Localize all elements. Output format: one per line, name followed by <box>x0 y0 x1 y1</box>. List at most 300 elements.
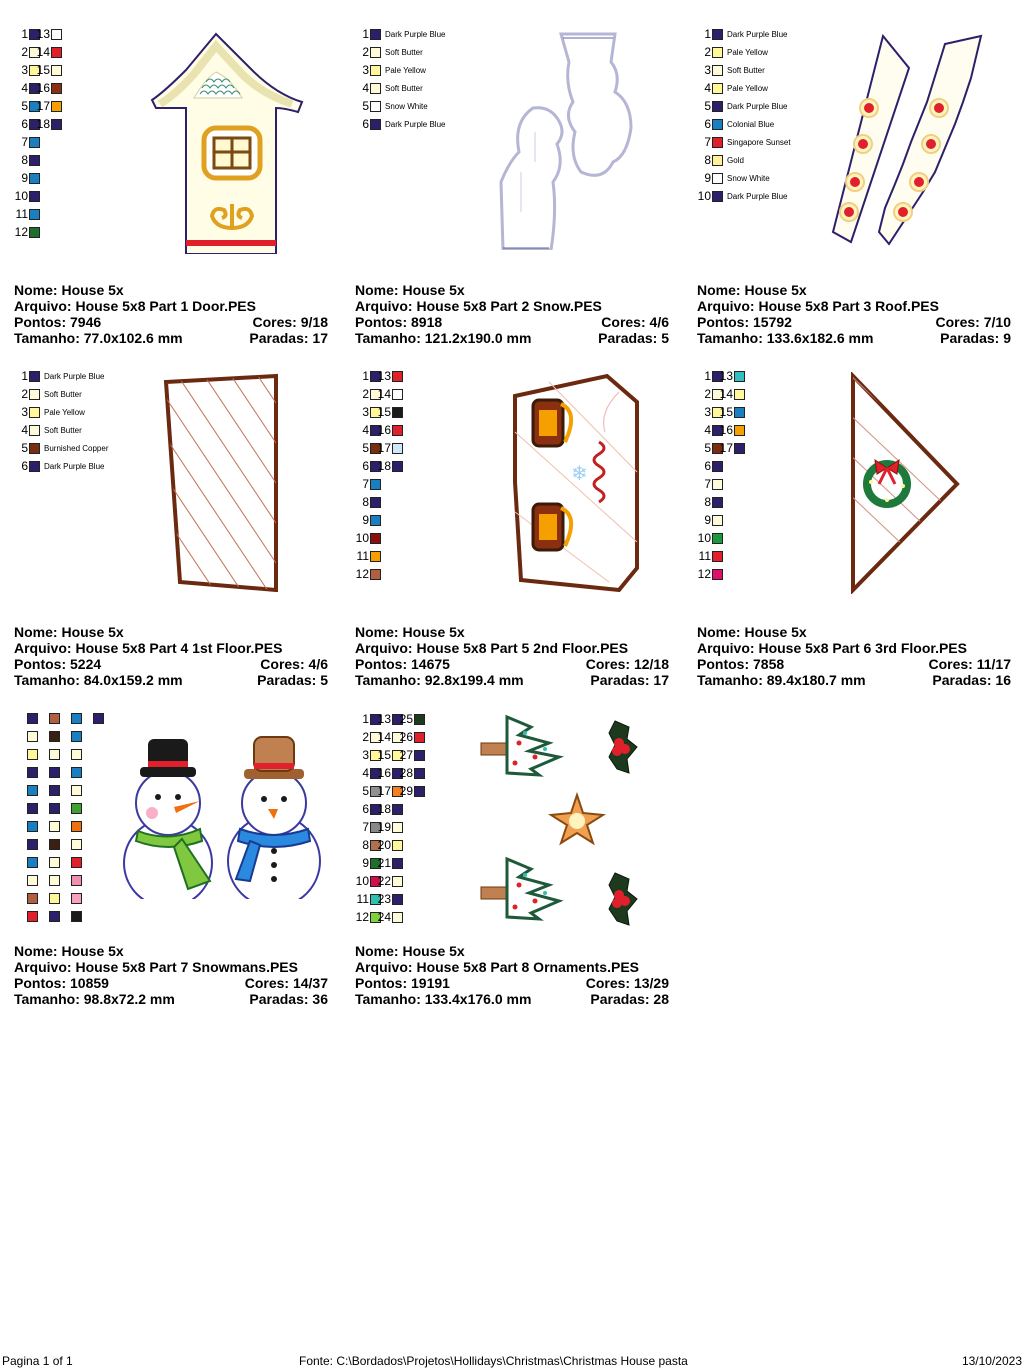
design-card-2 <box>355 26 675 356</box>
swatch-number: 16 <box>719 423 733 437</box>
color-swatch-item <box>697 62 765 78</box>
color-swatch-item <box>697 476 723 492</box>
swatch-number: 25 <box>399 712 413 726</box>
color-swatch-item <box>355 476 381 492</box>
stitches-label: Pontos: <box>355 975 408 991</box>
thread-name: Soft Butter <box>727 65 765 75</box>
color-swatch <box>29 191 40 202</box>
color-swatch-item <box>697 512 723 528</box>
design-name: House 5x <box>402 943 465 959</box>
swatch-number: 6 <box>21 117 28 131</box>
color-swatch <box>49 839 60 850</box>
color-swatch <box>71 731 82 742</box>
thread-name: Soft Butter <box>385 47 423 57</box>
color-swatch <box>414 768 425 779</box>
color-swatch-item <box>355 98 428 114</box>
design-name: House 5x <box>61 624 124 640</box>
color-swatch <box>71 767 82 778</box>
color-swatch <box>712 569 723 580</box>
design-info <box>355 282 669 346</box>
swatch-number: 3 <box>21 63 28 77</box>
stop-count: 17 <box>312 330 328 346</box>
page-number: Pagina 1 of 1 <box>2 1354 73 1368</box>
color-swatch-item <box>697 170 770 186</box>
colors-label: Cores: <box>252 314 297 330</box>
svg-text:❄: ❄ <box>571 461 588 485</box>
swatch-number: 2 <box>362 387 369 401</box>
swatch-number: 1 <box>21 369 28 383</box>
color-swatch <box>27 803 38 814</box>
color-swatch <box>734 443 745 454</box>
color-swatch-item <box>719 404 745 420</box>
design-info <box>355 943 669 1007</box>
stop-count: 36 <box>312 991 328 1007</box>
color-swatch <box>49 803 60 814</box>
color-swatch <box>392 840 403 851</box>
color-swatch-item <box>377 891 403 907</box>
swatch-number: 26 <box>399 730 413 744</box>
stops-label: Paradas: <box>590 991 650 1007</box>
color-swatch <box>71 749 82 760</box>
size-label: Tamanho: <box>355 991 421 1007</box>
swatch-number: 6 <box>362 802 369 816</box>
design-card-5 <box>355 368 675 698</box>
color-swatch <box>71 839 82 850</box>
swatch-number: 7 <box>704 477 711 491</box>
file-label: Arquivo: <box>355 959 413 975</box>
swatch-number: 8 <box>21 153 28 167</box>
swatch-number: 6 <box>362 459 369 473</box>
color-swatch <box>370 47 381 58</box>
color-swatch <box>27 821 38 832</box>
swatch-number: 4 <box>21 423 28 437</box>
swatch-number: 10 <box>355 874 369 888</box>
stitches-label: Pontos: <box>14 656 67 672</box>
color-swatch <box>392 425 403 436</box>
swatch-number: 13 <box>719 369 733 383</box>
swatch-number: 7 <box>21 135 28 149</box>
swatch-number: 3 <box>362 63 369 77</box>
thread-name: Soft Butter <box>44 389 82 399</box>
design-card-3 <box>697 26 1017 356</box>
color-count: 14/37 <box>292 975 328 991</box>
color-swatch <box>29 209 40 220</box>
color-swatch-item <box>355 80 423 96</box>
color-count: 9/18 <box>300 314 328 330</box>
color-swatch-item <box>355 512 381 528</box>
color-swatch <box>27 749 38 760</box>
stitch-count: 8918 <box>411 314 443 330</box>
color-swatch <box>49 821 60 832</box>
color-swatch <box>712 191 723 202</box>
stitch-count: 7858 <box>753 656 785 672</box>
swatch-number: 9 <box>704 513 711 527</box>
color-swatch <box>392 822 403 833</box>
color-swatch <box>392 461 403 472</box>
swatch-number: 8 <box>362 495 369 509</box>
thread-name: Dark Purple Blue <box>727 29 788 39</box>
stitches-label: Pontos: <box>355 656 408 672</box>
swatch-number: 4 <box>362 423 369 437</box>
thread-name: Burnished Copper <box>44 443 109 453</box>
colors-label: Cores: <box>928 656 973 672</box>
file-label: Arquivo: <box>355 298 413 314</box>
thread-name: Dark Purple Blue <box>385 29 446 39</box>
color-swatch-item <box>697 116 774 132</box>
swatch-number: 18 <box>377 802 391 816</box>
design-size: 98.8x72.2 mm <box>83 991 175 1007</box>
stops-label: Paradas: <box>940 330 1000 346</box>
color-swatch <box>27 713 38 724</box>
color-swatch <box>370 515 381 526</box>
thread-name: Singapore Sunset <box>727 137 791 147</box>
swatch-number: 2 <box>21 45 28 59</box>
color-swatch <box>392 407 403 418</box>
file-label: Arquivo: <box>14 959 72 975</box>
thread-name: Dark Purple Blue <box>727 101 788 111</box>
color-swatch <box>49 767 60 778</box>
file-name: House 5x8 Part 7 Snowmans.PES <box>75 959 298 975</box>
snow-design-image <box>491 32 637 250</box>
color-swatch <box>51 83 62 94</box>
swatch-number: 4 <box>704 423 711 437</box>
colors-label: Cores: <box>260 656 305 672</box>
design-name: House 5x <box>744 624 807 640</box>
swatch-number: 1 <box>21 27 28 41</box>
door-design-image <box>142 32 318 254</box>
swatch-number: 1 <box>362 712 369 726</box>
stops-label: Paradas: <box>249 330 309 346</box>
color-swatch-item <box>377 801 403 817</box>
color-swatch-item <box>14 170 40 186</box>
design-size: 133.6x182.6 mm <box>766 330 874 346</box>
color-swatch-item <box>377 855 403 871</box>
design-card-6 <box>697 368 1017 698</box>
swatch-number: 8 <box>362 838 369 852</box>
swatch-number: 19 <box>377 820 391 834</box>
file-name: House 5x8 Part 1 Door.PES <box>75 298 256 314</box>
swatch-number: 6 <box>704 459 711 473</box>
color-swatch <box>414 750 425 761</box>
color-swatch <box>71 893 82 904</box>
color-swatch-item <box>355 44 423 60</box>
swatch-number: 12 <box>355 567 369 581</box>
swatch-number: 7 <box>362 820 369 834</box>
color-swatch <box>27 911 38 922</box>
color-swatch <box>712 29 723 40</box>
color-swatch-item <box>377 386 403 402</box>
stitch-count: 15792 <box>753 314 792 330</box>
color-swatch-item <box>14 206 40 222</box>
swatch-number: 10 <box>355 531 369 545</box>
design-name: House 5x <box>402 282 465 298</box>
swatch-number: 10 <box>14 189 28 203</box>
color-swatch <box>392 804 403 815</box>
color-swatch-item <box>697 26 787 42</box>
stop-count: 28 <box>653 991 669 1007</box>
color-swatch-item <box>697 134 791 150</box>
stops-label: Paradas: <box>249 991 309 1007</box>
color-swatch <box>51 119 62 130</box>
stitch-count: 14675 <box>411 656 450 672</box>
swatch-number: 13 <box>377 369 391 383</box>
swatch-number: 14 <box>377 387 391 401</box>
color-swatch <box>392 876 403 887</box>
color-count: 11/17 <box>976 656 1011 672</box>
stop-count: 16 <box>995 672 1011 688</box>
color-swatch-item <box>36 80 62 96</box>
colors-label: Cores: <box>244 975 290 991</box>
color-swatch-item <box>399 747 425 763</box>
color-swatch-item <box>377 368 403 384</box>
size-label: Tamanho: <box>14 672 80 688</box>
color-swatch-item <box>697 566 723 582</box>
color-swatch-item <box>14 188 40 204</box>
design-name: House 5x <box>744 282 807 298</box>
design-size: 84.0x159.2 mm <box>83 672 183 688</box>
swatch-number: 2 <box>362 730 369 744</box>
color-swatch <box>49 785 60 796</box>
color-swatch-item <box>697 548 723 564</box>
swatch-number: 9 <box>704 171 711 185</box>
color-swatch-item <box>399 729 425 745</box>
swatch-number: 1 <box>704 27 711 41</box>
color-swatch <box>29 227 40 238</box>
color-swatch-item <box>377 909 403 925</box>
swatch-number: 16 <box>377 423 391 437</box>
color-swatch <box>712 497 723 508</box>
swatch-number: 3 <box>704 63 711 77</box>
color-swatch <box>51 47 62 58</box>
color-swatch <box>392 389 403 400</box>
file-name: House 5x8 Part 6 3rd Floor.PES <box>758 640 967 656</box>
color-swatch-item <box>697 152 744 168</box>
color-swatch <box>370 551 381 562</box>
color-swatch <box>370 65 381 76</box>
size-label: Tamanho: <box>355 330 421 346</box>
stop-count: 5 <box>661 330 669 346</box>
color-swatch <box>71 857 82 868</box>
color-swatch-item <box>355 494 381 510</box>
holly-ornament-top <box>609 721 637 773</box>
size-label: Tamanho: <box>355 672 421 688</box>
stitch-count: 10859 <box>70 975 109 991</box>
swatch-number: 4 <box>362 81 369 95</box>
color-swatch <box>414 732 425 743</box>
color-swatch <box>734 371 745 382</box>
name-label: Nome: <box>355 943 399 959</box>
swatch-number: 11 <box>698 549 711 563</box>
colors-label: Cores: <box>935 314 980 330</box>
print-date: 13/10/2023 <box>961 1354 1022 1368</box>
swatch-number: 5 <box>704 99 711 113</box>
swatch-number: 2 <box>704 45 711 59</box>
colors-label: Cores: <box>585 975 631 991</box>
swatch-number: 17 <box>719 441 733 455</box>
color-swatch-item <box>377 873 403 889</box>
color-swatch <box>29 173 40 184</box>
color-swatch <box>27 839 38 850</box>
stop-count: 5 <box>320 672 328 688</box>
color-swatch <box>370 569 381 580</box>
color-swatch-item <box>36 62 62 78</box>
color-swatch-item <box>697 80 768 96</box>
color-swatch <box>370 497 381 508</box>
file-label: Arquivo: <box>697 640 755 656</box>
swatch-number: 8 <box>704 495 711 509</box>
color-swatch <box>712 137 723 148</box>
swatch-number: 2 <box>704 387 711 401</box>
holly-ornament-bottom <box>609 873 637 925</box>
swatch-number: 3 <box>21 405 28 419</box>
stops-label: Paradas: <box>590 672 650 688</box>
color-swatch <box>49 731 60 742</box>
color-swatch <box>370 101 381 112</box>
color-swatch <box>370 533 381 544</box>
design-name: House 5x <box>61 282 124 298</box>
stop-count: 9 <box>1003 330 1011 346</box>
color-swatch <box>370 83 381 94</box>
color-swatch <box>49 749 60 760</box>
stitches-label: Pontos: <box>14 314 67 330</box>
file-label: Arquivo: <box>14 298 72 314</box>
color-swatch <box>27 857 38 868</box>
design-size: 121.2x190.0 mm <box>424 330 532 346</box>
name-label: Nome: <box>14 624 58 640</box>
thread-name: Pale Yellow <box>385 65 426 75</box>
swatch-number: 18 <box>36 117 50 131</box>
thread-name: Dark Purple Blue <box>44 461 105 471</box>
swatch-number: 17 <box>36 99 50 113</box>
swatch-number: 9 <box>21 171 28 185</box>
color-swatch-item <box>355 26 445 42</box>
swatch-number: 11 <box>356 549 369 563</box>
color-swatch-item <box>14 404 85 420</box>
thread-name: Snow White <box>385 101 428 111</box>
color-swatch-item <box>14 458 104 474</box>
swatch-number: 6 <box>21 459 28 473</box>
design-card-8 <box>355 711 675 1041</box>
color-swatch <box>29 461 40 472</box>
tree-ornament-bottom <box>481 859 559 919</box>
swatch-number: 23 <box>377 892 391 906</box>
color-swatch <box>49 857 60 868</box>
swatch-number: 24 <box>377 910 391 924</box>
color-swatch-item <box>14 440 108 456</box>
design-info <box>14 282 328 346</box>
color-swatch <box>392 858 403 869</box>
snowmen-design-image <box>118 731 330 899</box>
color-swatch <box>712 65 723 76</box>
swatch-number: 14 <box>719 387 733 401</box>
thread-name: Dark Purple Blue <box>385 119 446 129</box>
stitches-label: Pontos: <box>355 314 408 330</box>
color-swatch-item <box>36 98 62 114</box>
color-swatch <box>51 101 62 112</box>
size-label: Tamanho: <box>697 672 763 688</box>
star-ornament <box>551 795 603 843</box>
swatch-number: 9 <box>362 856 369 870</box>
color-swatch <box>734 407 745 418</box>
file-name: House 5x8 Part 8 Ornaments.PES <box>416 959 639 975</box>
color-swatch-item <box>697 530 723 546</box>
color-swatch <box>93 713 104 724</box>
swatch-number: 15 <box>377 405 391 419</box>
color-count: 13/29 <box>633 975 669 991</box>
color-swatch-item <box>14 134 40 150</box>
color-swatch <box>712 119 723 130</box>
swatch-number: 5 <box>362 99 369 113</box>
stops-label: Paradas: <box>257 672 317 688</box>
swatch-number: 7 <box>362 477 369 491</box>
color-swatch <box>49 875 60 886</box>
thread-name: Pale Yellow <box>44 407 85 417</box>
color-swatch-item <box>697 458 723 474</box>
file-name: House 5x8 Part 4 1st Floor.PES <box>75 640 283 656</box>
color-swatch <box>370 479 381 490</box>
swatch-number: 21 <box>377 856 391 870</box>
color-swatch <box>712 83 723 94</box>
stitches-label: Pontos: <box>697 314 750 330</box>
color-swatch <box>27 893 38 904</box>
color-count: 4/6 <box>308 656 328 672</box>
color-swatch <box>27 731 38 742</box>
swatch-number: 16 <box>36 81 50 95</box>
color-swatch-item <box>14 224 40 240</box>
swatch-number: 8 <box>704 153 711 167</box>
swatch-number: 10 <box>697 531 711 545</box>
swatch-number: 17 <box>377 784 391 798</box>
color-swatch-item <box>697 44 768 60</box>
swatch-number: 12 <box>14 225 28 239</box>
thread-name: Soft Butter <box>44 425 82 435</box>
name-label: Nome: <box>697 282 741 298</box>
name-label: Nome: <box>355 282 399 298</box>
color-swatch <box>29 425 40 436</box>
design-size: 92.8x199.4 mm <box>424 672 524 688</box>
thread-name: Pale Yellow <box>727 47 768 57</box>
color-swatch <box>49 893 60 904</box>
swatch-number: 4 <box>21 81 28 95</box>
swatch-number: 5 <box>21 441 28 455</box>
file-name: House 5x8 Part 5 2nd Floor.PES <box>416 640 629 656</box>
design-size: 133.4x176.0 mm <box>424 991 532 1007</box>
swatch-number: 1 <box>362 27 369 41</box>
design-card-1 <box>14 26 334 356</box>
thread-name: Gold <box>727 155 744 165</box>
color-swatch-item <box>14 152 40 168</box>
swatch-number: 2 <box>21 387 28 401</box>
swatch-number: 11 <box>356 892 369 906</box>
color-swatch <box>392 912 403 923</box>
color-swatch <box>71 875 82 886</box>
tree-ornament-top <box>481 717 559 775</box>
color-swatch <box>29 389 40 400</box>
color-swatch <box>712 533 723 544</box>
swatch-number: 3 <box>362 405 369 419</box>
design-card-4 <box>14 368 334 698</box>
color-swatch <box>29 443 40 454</box>
design-size: 77.0x102.6 mm <box>83 330 183 346</box>
color-swatch-item <box>377 837 403 853</box>
color-count: 12/18 <box>633 656 669 672</box>
stops-label: Paradas: <box>932 672 992 688</box>
color-swatch <box>71 785 82 796</box>
design-info <box>14 624 328 688</box>
swatch-number: 18 <box>377 459 391 473</box>
swatch-number: 17 <box>377 441 391 455</box>
swatch-number: 4 <box>362 766 369 780</box>
